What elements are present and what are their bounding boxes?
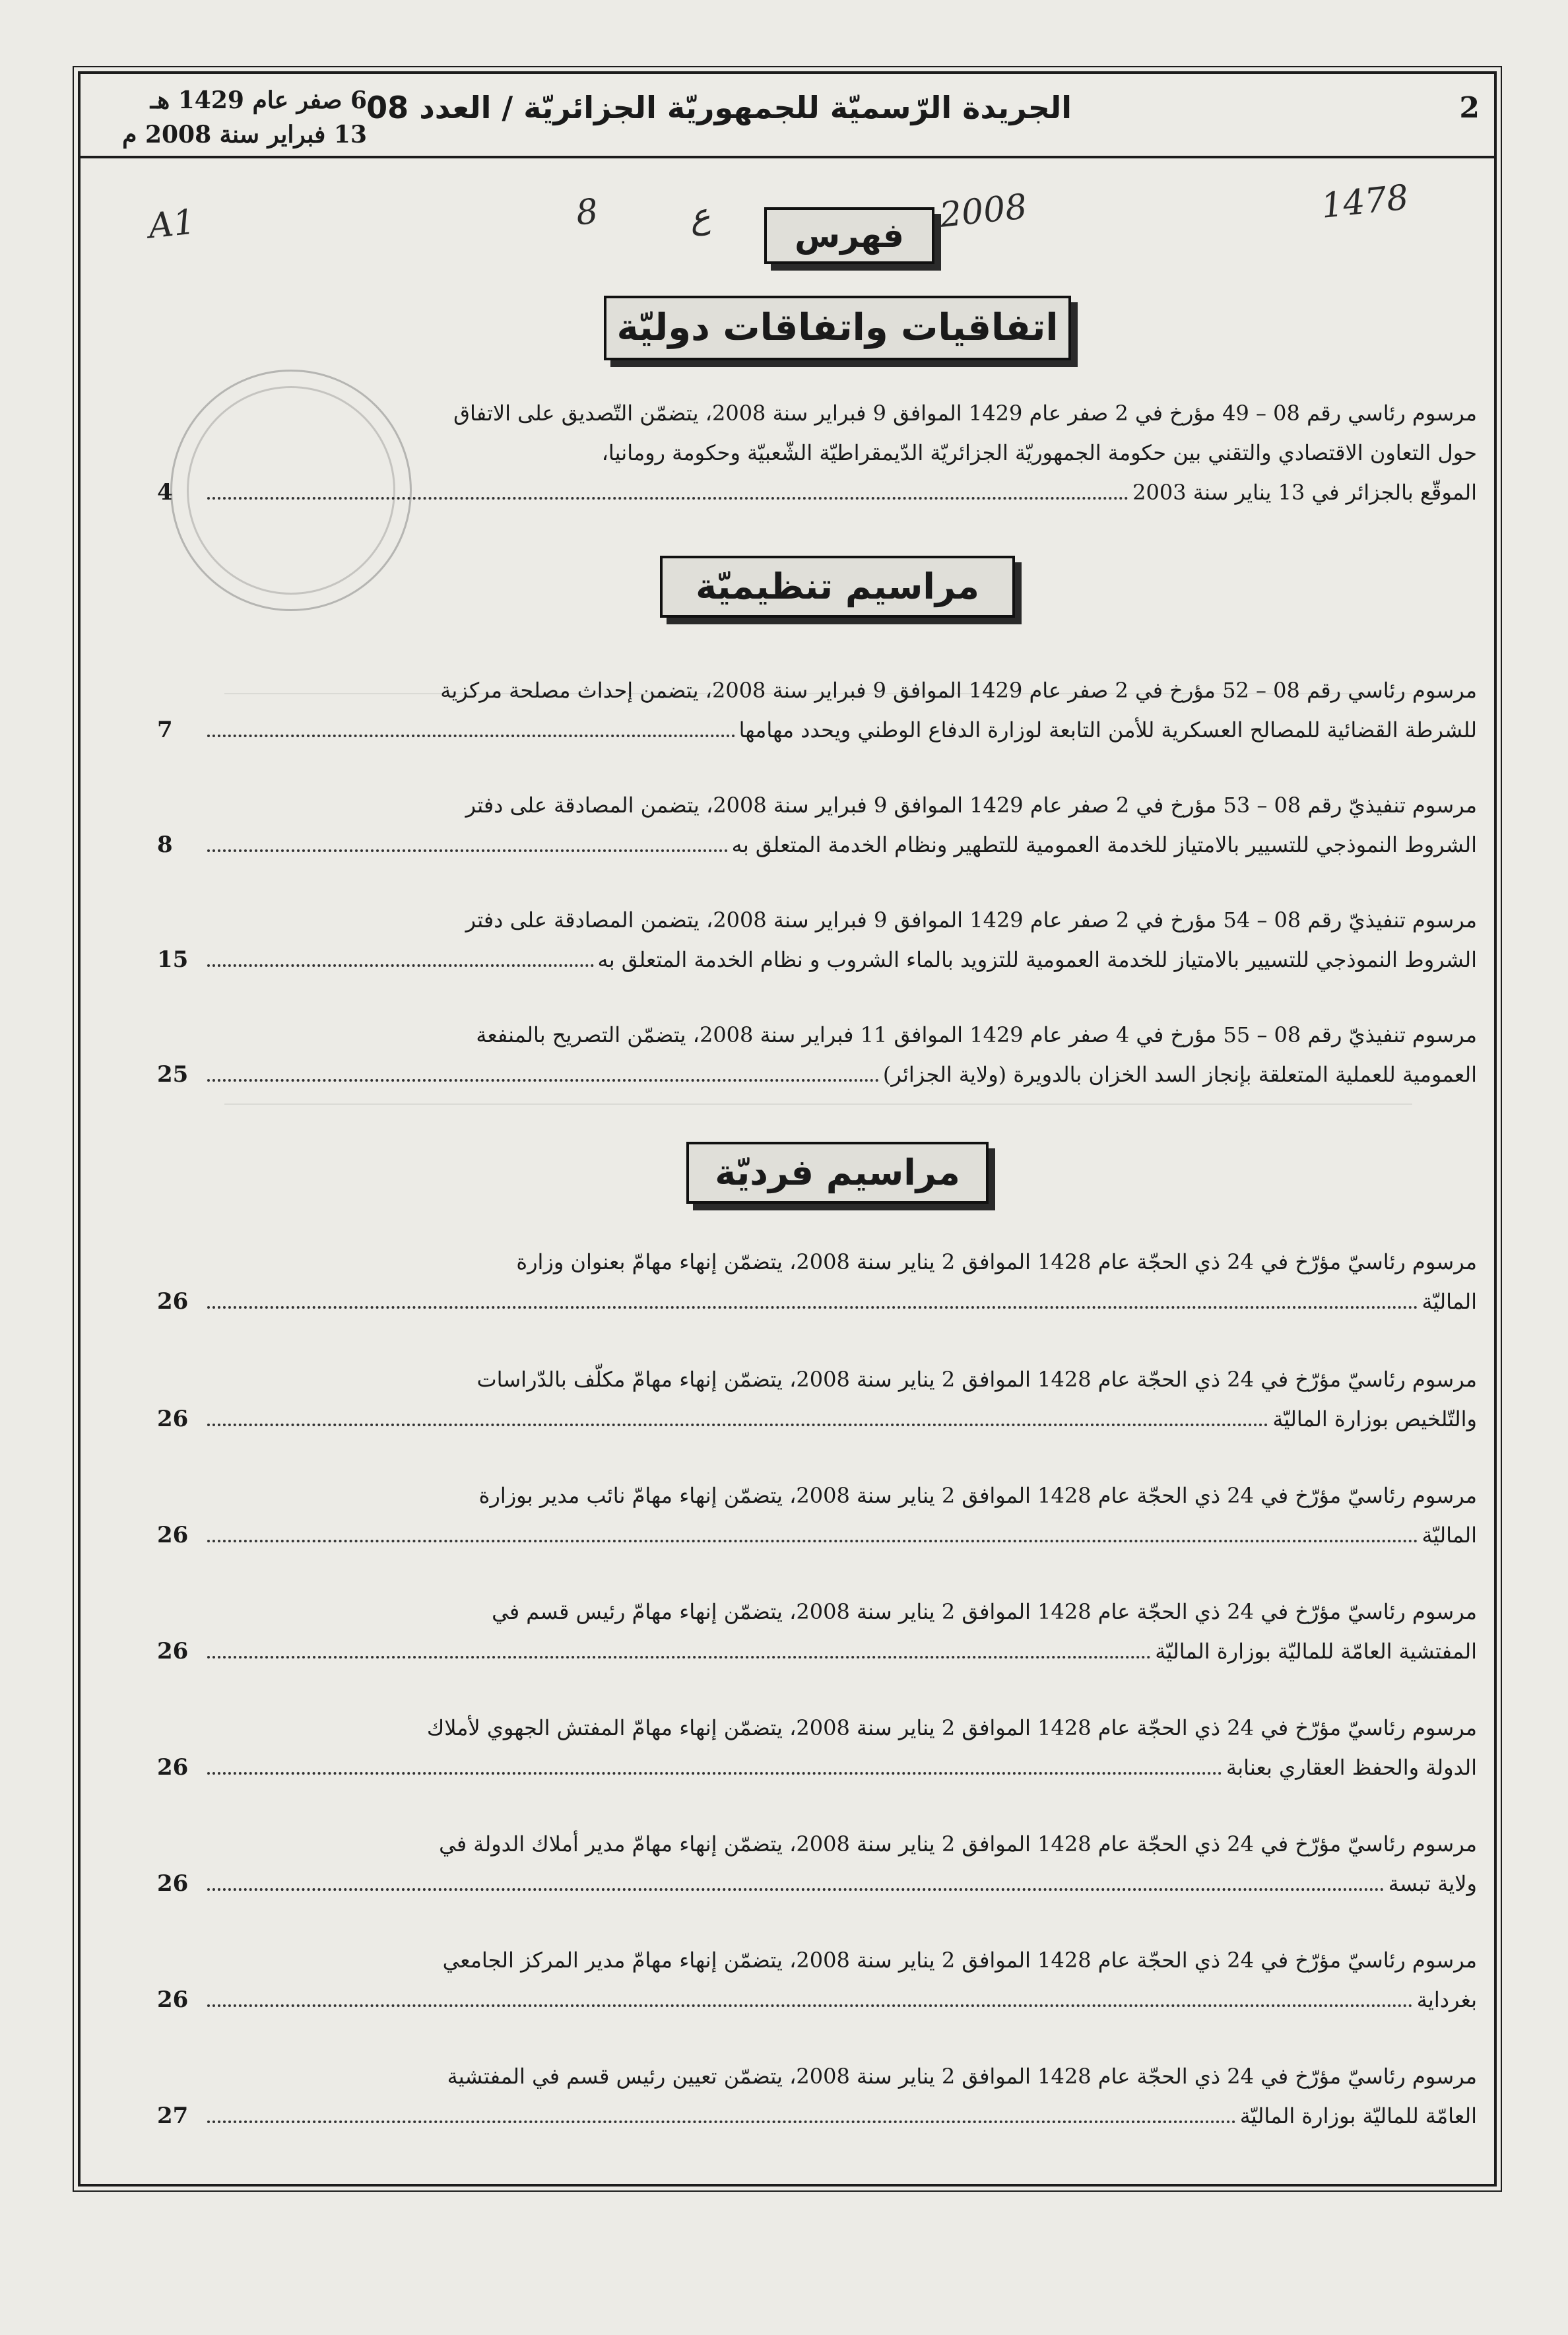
handwritten-mark: ع	[687, 195, 713, 238]
toc-entry[interactable]	[157, 393, 1477, 512]
leader-dots	[207, 497, 1128, 500]
entry-line: مرسوم تنفيذيّ رقم 08 – 53 مؤرخ في 2 صفر عام 1429 الموافق 9 فبراير سنة 2008، يتضمن المصادقة على دفتر	[465, 793, 1477, 818]
page-ref: 4	[157, 479, 173, 506]
entry-line: العمومية للعملية المتعلقة بإنجاز السد الخزان بالدويرة (ولاية الجزائر)	[882, 1062, 1477, 1087]
toc-entry[interactable]	[157, 900, 1477, 979]
entry-line: مرسوم رئاسيّ مؤرّخ في 24 ذي الحجّة عام 1428 الموافق 2 يناير سنة 2008، يتضمّن إنهاء مهامّ مكلّف بالدّراسات	[476, 1367, 1477, 1392]
leader-dots	[207, 2121, 1236, 2123]
page-ref: 27	[157, 2103, 189, 2129]
page-ref: 26	[157, 1638, 189, 1664]
section-heading-regulatory: مراسيم تنظيميّة	[660, 556, 1015, 618]
page-header	[81, 74, 1494, 158]
page-ref: 26	[157, 1406, 189, 1432]
leader-dots	[207, 1424, 1268, 1426]
entry-line: مرسوم تنفيذيّ رقم 08 – 55 مؤرخ في 4 صفر عام 1429 الموافق 11 فبراير سنة 2008، يتضمّن التصريح بالمنفعة	[476, 1022, 1477, 1047]
leader-dots	[207, 735, 735, 737]
page-ref: 25	[157, 1061, 189, 1088]
toc-entry[interactable]	[157, 671, 1477, 750]
entry-line: الماليّة	[1421, 1523, 1477, 1548]
toc-entry[interactable]	[157, 1360, 1477, 1439]
page-ref: 26	[157, 1288, 189, 1315]
entry-line: بغرداية	[1416, 1987, 1477, 2012]
entry-line: مرسوم رئاسي رقم 08 – 52 مؤرخ في 2 صفر عام 1429 الموافق 9 فبراير سنة 2008، يتضمن إحداث مصلحة مركزية	[440, 678, 1477, 703]
toc-entry[interactable]	[157, 785, 1477, 865]
handwritten-mark: 2008	[937, 187, 1029, 236]
entry-line: الموقّع بالجزائر في 13 يناير سنة 2003	[1132, 480, 1477, 505]
index-heading: فهرس	[764, 207, 934, 264]
entry-line: الدولة والحفظ العقاري بعنابة	[1226, 1755, 1477, 1780]
leader-dots	[207, 849, 728, 852]
handwritten-mark: 8	[573, 191, 601, 234]
entry-line: مرسوم تنفيذيّ رقم 08 – 54 مؤرخ في 2 صفر عام 1429 الموافق 9 فبراير سنة 2008، يتضمن المصادقة على دفتر	[465, 907, 1477, 933]
leader-dots	[207, 1540, 1418, 1542]
entry-line: الشروط النموذجي للتسيير بالامتياز للخدمة العمومية للتزويد بالماء الشروب و نظام الخدمة المتعلق به	[597, 947, 1477, 972]
page-ref: 26	[157, 1754, 189, 1781]
entry-line: العامّة للماليّة بوزارة الماليّة	[1239, 2103, 1477, 2128]
section-heading-individual: مراسيم فرديّة	[686, 1142, 989, 1204]
leader-dots	[207, 1079, 879, 1082]
leader-dots	[207, 1656, 1151, 1659]
entry-line: مرسوم رئاسيّ مؤرّخ في 24 ذي الحجّة عام 1428 الموافق 2 يناير سنة 2008، يتضمّن إنهاء مهامّ نائب مدير بوزارة	[478, 1483, 1477, 1508]
toc-entry[interactable]	[157, 1708, 1477, 1787]
page-number: 2	[1459, 91, 1480, 125]
leader-dots	[207, 1772, 1222, 1775]
leader-dots	[207, 964, 594, 967]
toc-entry[interactable]	[157, 1015, 1477, 1094]
page-ref: 26	[157, 1987, 189, 2013]
entry-line: حول التعاون الاقتصادي والتقني بين حكومة الجمهوريّة الجزائريّة الدّيمقراطيّة الشّعبيّة وحكومة رومانيا،	[601, 440, 1477, 465]
handwritten-mark: 1478	[1319, 178, 1410, 226]
page-ref: 15	[157, 946, 189, 973]
entry-line: مرسوم رئاسيّ مؤرّخ في 24 ذي الحجّة عام 1428 الموافق 2 يناير سنة 2008، يتضمّن إنهاء مهامّ مدير المركز الجامعي	[442, 1948, 1477, 1973]
leader-dots	[207, 2004, 1413, 2007]
toc-entry[interactable]	[157, 1476, 1477, 1555]
entry-line: الماليّة	[1421, 1289, 1477, 1314]
header-dates	[90, 83, 367, 152]
section-heading-international: اتفاقيات واتفاقات دوليّة	[604, 296, 1071, 360]
entry-line: المفتشية العامّة للماليّة بوزارة الماليّة	[1155, 1639, 1477, 1664]
page-ref: 26	[157, 1870, 189, 1897]
page-ref: 26	[157, 1522, 189, 1548]
toc-entry[interactable]	[157, 1242, 1477, 1321]
entry-line: الشروط النموذجي للتسيير بالامتياز للخدمة العمومية للتطهير ونظام الخدمة المتعلق به	[731, 832, 1477, 857]
toc-entry[interactable]	[157, 1824, 1477, 1903]
entry-line: مرسوم رئاسيّ مؤرّخ في 24 ذي الحجّة عام 1428 الموافق 2 يناير سنة 2008، يتضمّن إنهاء مهامّ مدير أملاك الدولة في	[439, 1831, 1477, 1857]
handwritten-mark: A1	[147, 202, 197, 247]
entry-line: مرسوم رئاسيّ مؤرّخ في 24 ذي الحجّة عام 1428 الموافق 2 يناير سنة 2008، يتضمّن إنهاء مهامّ بعنوان وزارة	[516, 1249, 1477, 1274]
entry-line: والتّلخيص بوزارة الماليّة	[1272, 1406, 1477, 1431]
entry-line: مرسوم رئاسي رقم 08 – 49 مؤرخ في 2 صفر عام 1429 الموافق 9 فبراير سنة 2008، يتضمّن التّصديق على الاتفاق	[453, 401, 1477, 426]
entry-line: مرسوم رئاسيّ مؤرّخ في 24 ذي الحجّة عام 1428 الموافق 2 يناير سنة 2008، يتضمّن إنهاء مهامّ رئيس قسم في	[492, 1599, 1477, 1624]
page-ref: 8	[157, 832, 173, 858]
date-hijri: 6 صفر عام 1429 هـ	[150, 86, 367, 114]
entry-line: للشرطة القضائية للمصالح العسكرية للأمن التابعة لوزارة الدفاع الوطني ويحدد مهامها	[738, 717, 1477, 742]
entry-line: ولاية تبسة	[1388, 1871, 1477, 1896]
leader-dots	[207, 1888, 1385, 1891]
entry-line: مرسوم رئاسيّ مؤرّخ في 24 ذي الحجّة عام 1428 الموافق 2 يناير سنة 2008، يتضمّن تعيين رئيس قسم في المفتشية	[447, 2064, 1477, 2089]
entry-line: مرسوم رئاسيّ مؤرّخ في 24 ذي الحجّة عام 1428 الموافق 2 يناير سنة 2008، يتضمّن إنهاء مهامّ المفتش الجهوي لأملاك	[426, 1715, 1477, 1740]
leader-dots	[207, 1306, 1418, 1309]
toc-entry[interactable]	[157, 2056, 1477, 2136]
journal-title: الجريدة الرّسميّة للجمهوريّة الجزائريّة / العدد 08	[366, 90, 1072, 125]
toc-entry[interactable]	[157, 1592, 1477, 1671]
page-ref: 7	[157, 717, 173, 743]
date-gregorian: 13 فبراير سنة 2008 م	[122, 121, 367, 148]
toc-entry[interactable]	[157, 1940, 1477, 2020]
